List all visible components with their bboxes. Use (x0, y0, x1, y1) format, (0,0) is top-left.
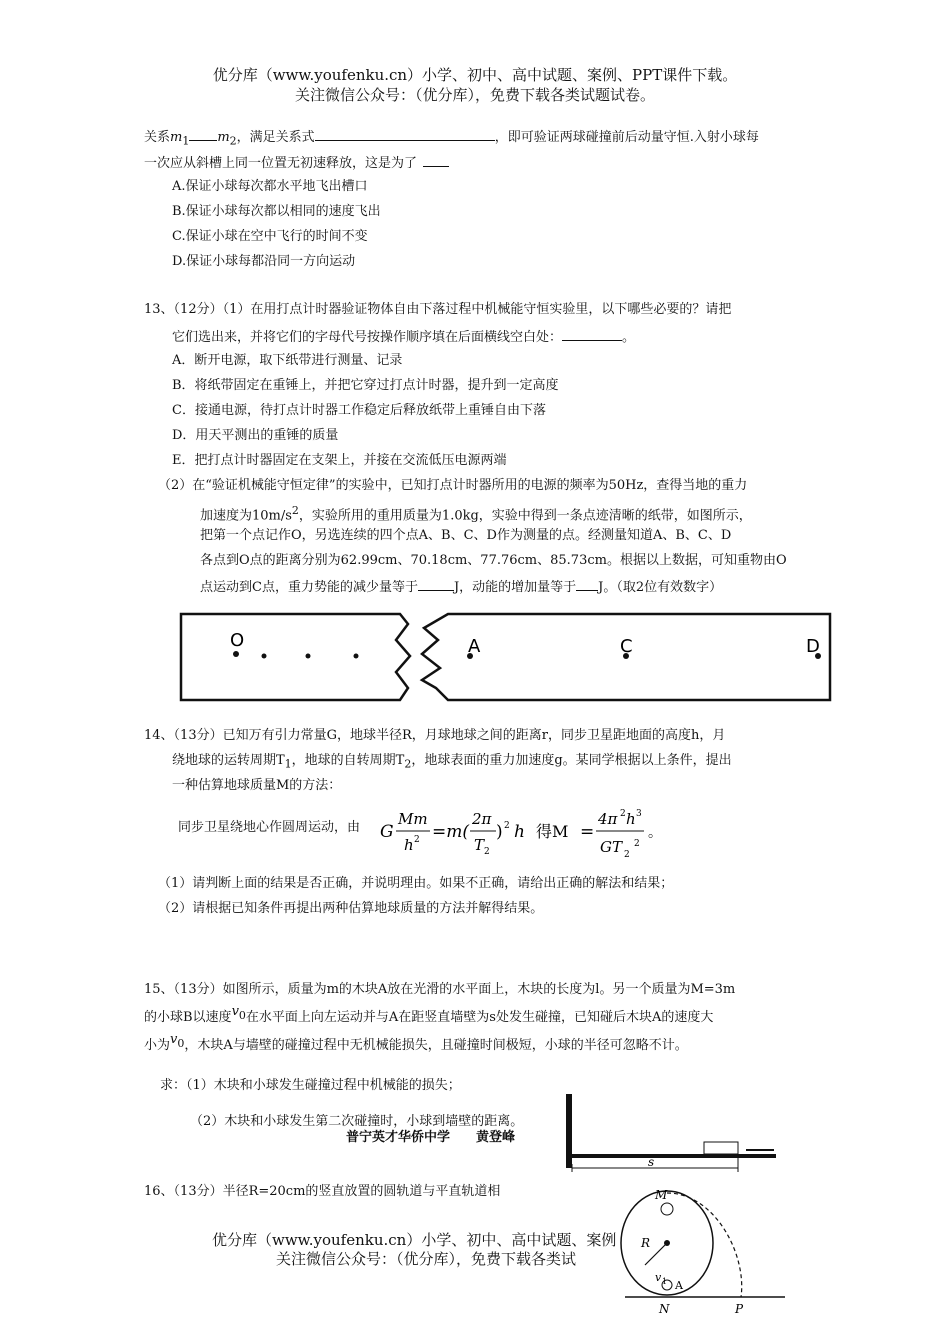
formula-eq2: = (580, 822, 595, 842)
q13-option-e: E．把打点计时器固定在支架上，并接在交流低压电源两端 (172, 453, 507, 468)
q14-line2a: 绕地球的运转周期T (172, 753, 285, 768)
q15-v0-b: v (170, 1032, 178, 1047)
q15-line3 (144, 1032, 688, 1060)
q15-line2a: 的小球B以速度 (144, 1010, 232, 1025)
q12-option-a: A.保证小球每次都水平地飞出槽口 (172, 179, 368, 194)
tape-left-piece (181, 614, 410, 700)
q12-blank-reason[interactable] (423, 152, 449, 167)
q14-line3: 一种估算地球质量M的方法： (172, 778, 342, 793)
q13-blank-ke[interactable] (576, 576, 598, 591)
formula-exp: 2 (504, 821, 510, 831)
q12-line2 (144, 152, 449, 174)
q15-line3a: 小为 (144, 1038, 171, 1053)
tape-label-o: O (230, 630, 245, 651)
q13-line2-end: 。 (622, 330, 636, 345)
q12-text-b: ，满足关系式 (236, 130, 315, 145)
tape-dot-1 (262, 654, 267, 659)
q12-blank-relation[interactable] (189, 126, 217, 141)
q12-text-c: ，即可验证两球碰撞前后动量守恒.入射小球每 (494, 130, 759, 145)
q14-line2b: ，地球的自转周期T (291, 753, 405, 768)
q15-stamp: 普宁英才华侨中学 黄登峰 (346, 1130, 516, 1145)
tape-dot-2 (306, 654, 311, 659)
formula-close: ) (496, 822, 503, 842)
q14-line2c: ，地球表面的重力加速度g。某同学根据以上条件，提出 (411, 753, 732, 768)
q12-text-a: 关系 (144, 130, 171, 145)
formula-den3: GT (600, 838, 622, 856)
q12-option-c: C.保证小球在空中飞行的时间不变 (172, 229, 368, 244)
q15-ask1: 求：（1）木块和小球发生碰撞过程中机械能的损失； (160, 1078, 461, 1093)
formula-den1: h (404, 836, 414, 854)
q14-sub1: （1）请判断上面的结果是否正确，并说明理由。如果不正确，请给出正确的解法和结果； (158, 876, 674, 891)
ball-top (661, 1203, 673, 1215)
tape-dot-3 (354, 654, 359, 659)
m2: m (217, 130, 230, 145)
q13-p2-line5c: J。（取2位有效数字） (598, 580, 723, 595)
q13-p2-line4: 各点到O点的距离分别为62.99cm、70.18cm、77.76cm、85.73cm。根据以上数据，可知重物由O (200, 553, 787, 568)
paper-tape-figure (178, 610, 838, 706)
formula-g: G (380, 822, 394, 842)
q12-line2-text: 一次应从斜槽上同一位置无初速释放，这是为了 (144, 156, 418, 171)
q14-t2-sub: 2 (404, 757, 412, 771)
q13-option-c: C．接通电源，待打点计时器工作稳定后释放纸带上重锤自由下落 (172, 403, 546, 418)
formula-den3-sub: 2 (624, 850, 630, 860)
q15-line1: 15、（13分）如图所示，质量为m的木块A放在光滑的水平面上，木块的长度为l。另一个质量为M=3m (144, 982, 736, 997)
q14-line1: 14、（13分）已知万有引力常量G，地球半径R，月球地球之间的距离r，同步卫星距地面的高度h，月 (144, 728, 726, 743)
q15-line2b: 在水平面上向左运动并与A在距竖直墙壁为s处发生碰撞，已知碰后木块A的速度大 (245, 1010, 714, 1025)
block-a (704, 1142, 738, 1154)
label-r: R (641, 1236, 651, 1250)
page-header-line2: 关注微信公众号：（优分库），免费下载各类试题试卷。 (294, 86, 655, 104)
q13-p2-line2a: 加速度为10m/s (200, 508, 292, 524)
q14-line2 (172, 751, 732, 775)
tape-label-a: A (468, 636, 481, 657)
q13-line1: 13、（12分）（1）在用打点计时器验证物体自由下落过程中机械能守恒实验里，以下哪些必要的？请把 (144, 302, 732, 317)
q12-option-d: D.保证小球每都沿同一方向运动 (172, 254, 356, 269)
formula-den2-sub: 2 (484, 847, 490, 857)
label-a: A (675, 1279, 683, 1292)
q14-formula (376, 802, 666, 862)
q13-blank-order[interactable] (562, 326, 622, 341)
label-v1: v (655, 1271, 662, 1284)
q13-p2-sup: 2 (291, 504, 299, 517)
tape-label-d: D (806, 636, 820, 657)
q15-line3b: ，木块A与墙壁的碰撞过程中无机械能损失，且碰撞时间极短，小球的半径可忽略不计。 (184, 1038, 688, 1053)
q15-v0-sub: 0 (238, 1008, 246, 1022)
q16-loop-figure (615, 1185, 795, 1335)
label-m: M (655, 1188, 668, 1202)
formula-den1-exp: 2 (414, 835, 420, 845)
formula-num3: 4π (598, 810, 618, 828)
q13-option-d: D．用天平测出的重锤的质量 (172, 428, 339, 443)
page-footer-line2: 关注微信公众号：（优分库），免费下载各类试 (276, 1250, 577, 1268)
formula-num2: 2π (472, 810, 492, 828)
label-n: N (659, 1302, 670, 1316)
formula-num1: Mm (398, 810, 428, 828)
q12-blank-formula[interactable] (315, 126, 495, 141)
m1-sub: 1 (182, 134, 190, 148)
q13-blank-pe[interactable] (418, 576, 454, 591)
q12-option-b: B.保证小球每次都以相同的速度飞出 (172, 204, 381, 219)
tape-dot-o (233, 651, 239, 657)
q13-p2-line3: 把第一个点记作O，另选连续的四个点A、B、C、D作为测量的点。经测量知道A、B、C、D (200, 528, 732, 543)
page-footer-line1: 优分库（www.youfenku.cn）小学、初中、高中试题、案例 (212, 1231, 617, 1249)
label-v1-sub: 1 (662, 1277, 668, 1286)
q15-v0: v (231, 1004, 239, 1019)
q13-line2 (172, 326, 635, 348)
q13-p2-line5b: J，动能的增加量等于 (453, 580, 577, 595)
q13-option-b: B．将纸带固定在重锤上，并把它穿过打点计时器，提升到一定高度 (172, 378, 559, 393)
formula-get: 得M (536, 822, 569, 841)
q15-v0-b-sub: 0 (177, 1036, 185, 1050)
q14-formula-intro: 同步卫星绕地心作圆周运动，由 (178, 820, 361, 835)
q13-p2-line2 (200, 501, 752, 526)
m2-sub: 2 (229, 134, 237, 148)
q13-p2-line5a: 点运动到C点，重力势能的减少量等于 (200, 580, 418, 595)
formula-den3-exp: 2 (634, 839, 640, 849)
tape-label-c: C (620, 636, 633, 657)
q15-ask2: （2）木块和小球发生第二次碰撞时，小球到墙壁的距离。 (190, 1114, 524, 1129)
q16-line1: 16、（13分）半径R=20cm的竖直放置的圆轨道与平直轨道相 (144, 1184, 501, 1199)
formula-num3-b-exp: 3 (636, 809, 642, 819)
floor (566, 1154, 776, 1158)
label-p: P (735, 1302, 744, 1316)
q12-line1 (144, 126, 759, 152)
formula-num3-b: h (626, 810, 636, 828)
q14-t1-sub: 1 (284, 757, 292, 771)
q13-option-a: A．断开电源，取下纸带进行测量、记录 (172, 353, 403, 368)
page-header-line1: 优分库（www.youfenku.cn）小学、初中、高中试题、案例、PPT课件下载。 (212, 66, 738, 84)
q15-wall-figure (562, 1092, 782, 1172)
q13-p2-line1: （2）在“验证机械能守恒定律”的实验中，已知打点计时器所用的电源的频率为50Hz，查得当地的重力 (158, 478, 748, 493)
m1: m (170, 130, 183, 145)
q14-sub2: （2）请根据已知条件再提出两种估算地球质量的方法并解得结果。 (158, 901, 544, 916)
q13-line2-text: 它们选出来，并将它们的字母代号按操作顺序填在后面横线空白处： (172, 330, 563, 345)
s-label: s (648, 1155, 655, 1169)
q15-line2 (144, 1004, 714, 1032)
q13-p2-line2b: ，实验所用的重用质量为1.0kg，实验中得到一条点迹清晰的纸带，如图所示， (298, 508, 752, 524)
formula-end: 。 (648, 825, 662, 841)
formula-h: h (514, 822, 525, 842)
formula-num3-exp: 2 (620, 809, 626, 819)
formula-den2: T (474, 836, 485, 854)
q13-p2-line5 (200, 576, 722, 598)
formula-eq: =m( (432, 822, 469, 842)
